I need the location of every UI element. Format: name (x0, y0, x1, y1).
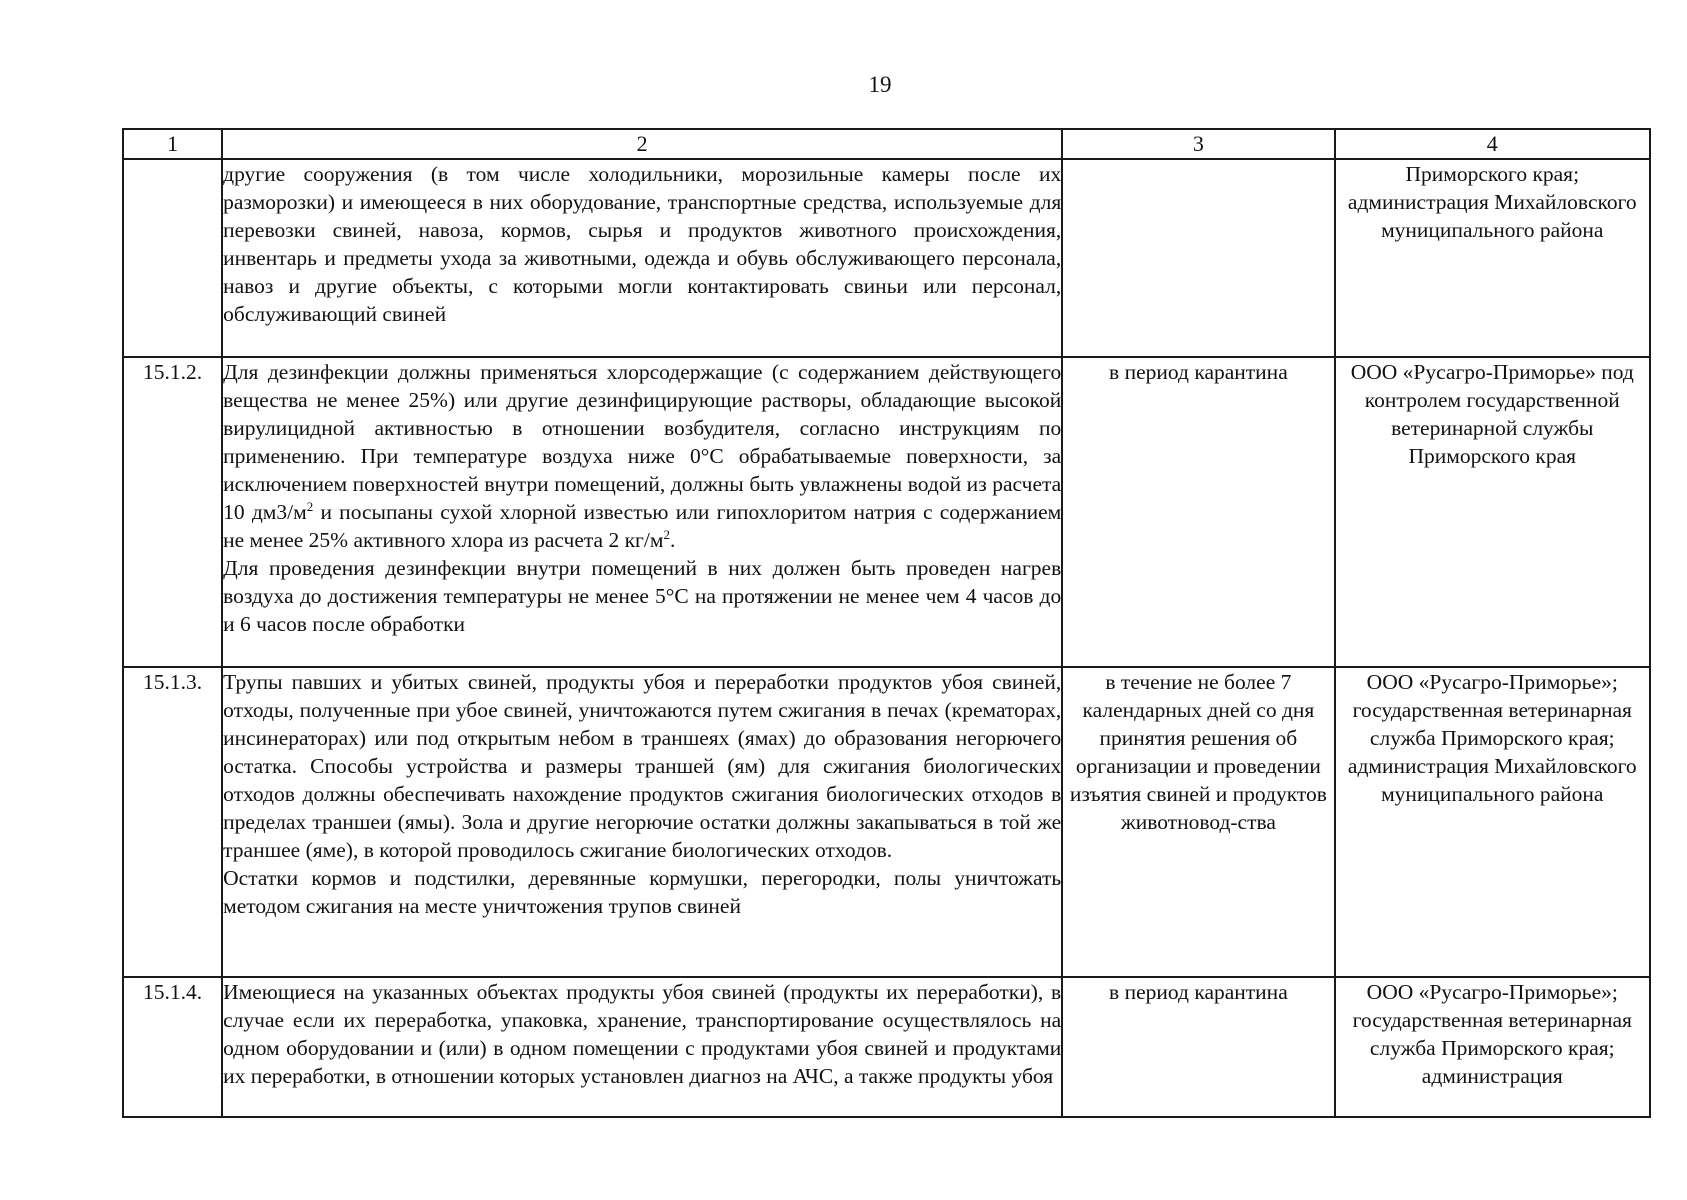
text-fragment: Для дезинфекции должны применяться хлорсодержащие (с содержанием действующего вещества не менее 25%) или другие дезинфицирующие растворы, обладающие высокой вирулицидной активностью в отношении возбудителя, согласно инструкциям по применению. При температуре воздуха ниже 0°С обрабатываемые поверхности, за исключением поверхностей внутри помещений, должны быть увлажнены водой из расчета 10 дм3/м (223, 360, 1062, 524)
measure-paragraph: Имеющиеся на указанных объектах продукты убоя свиней (продукты их переработки), в случае если их переработка, упаковка, хранение, транспортирование осуществлялось на одном оборудовании и (или) в одном помещении с продуктами убоя свиней и продуктами их переработки, в отношении которых установлен диагноз на АЧС, а также продукты убоя (223, 980, 1062, 1088)
measure-text (222, 159, 1062, 357)
measure-paragraph: Трупы павших и убитых свиней, продукты убоя и переработки продуктов убоя свиней, отходы, полученные при убое свиней, уничтожаются путем сжигания в печах (крематорах, инсинераторах) или под открытым небом в траншеях (ямах) до образования негорючего остатка. Способы устройства и размеры траншей (ям) для сжигания биологических отходов должны обеспечивать нахождение продуктов сжигания биологических отходов в пределах траншеи (ямы). Зола и другие негорючие остатки должны закапываться в той же траншее (яме), в которой проводилось сжигание биологических отходов. (223, 670, 1062, 862)
measures-table (122, 128, 1651, 1118)
responsible-cell: Приморского края; администрация Михайловского муниципального района (1335, 159, 1650, 357)
table-row (123, 357, 1650, 667)
text-fragment: . (669, 528, 676, 552)
table-row (123, 977, 1650, 1117)
row-number: 15.1.3. (123, 667, 222, 977)
column-header-4: 4 (1335, 129, 1650, 159)
column-header-2: 2 (222, 129, 1062, 159)
page-number: 19 (868, 72, 892, 97)
table-header-row (123, 129, 1650, 159)
superscript: 2 (306, 498, 314, 514)
superscript: 2 (663, 526, 670, 542)
deadline-cell: в период карантина (1062, 977, 1334, 1117)
responsible-cell: ООО «Русагро-Приморье»; государственная ветеринарная служба Приморского края; администрация (1335, 977, 1650, 1117)
row-number: 15.1.4. (123, 977, 222, 1117)
measure-paragraph: другие сооружения (в том числе холодильники, морозильные камеры после их разморозки) и имеющееся в них оборудование, транспортные средства, используемые для перевозки свиней, навоза, кормов, сырья и продуктов животного происхождения, инвентарь и предметы ухода за животными, одежда и обувь обслуживающего персонала, навоз и другие объекты, с которыми могли контактировать свиньи или персонал, обслуживающий свиней (223, 162, 1062, 326)
measure-paragraph: Остатки кормов и подстилки, деревянные кормушки, перегородки, полы уничтожать методом сжигания на месте уничтожения трупов свиней (223, 866, 1062, 918)
column-header-1: 1 (123, 129, 222, 159)
responsible-cell: ООО «Русагро-Приморье» под контролем государственной ветеринарной службы Приморского края (1335, 357, 1650, 667)
deadline-cell: в течение не более 7 календарных дней со дня принятия решения об организации и проведении изъятия свиней и продуктов животновод-ства (1062, 667, 1334, 977)
deadline-cell (1062, 159, 1334, 357)
measure-text (222, 977, 1062, 1117)
measure-text (222, 357, 1062, 667)
responsible-cell: ООО «Русагро-Приморье»; государственная ветеринарная служба Приморского края; администрация Михайловского муниципального района (1335, 667, 1650, 977)
measure-paragraph: Для проведения дезинфекции внутри помещений в них должен быть проведен нагрев воздуха до достижения температуры не менее 5°С на протяжении не менее чем 4 часов до и 6 часов после обработки (223, 556, 1062, 636)
row-number: 15.1.2. (123, 357, 222, 667)
text-fragment: и посыпаны сухой хлорной известью или гипохлоритом натрия с содержанием не менее 25% активного хлора из расчета 2 кг/м (223, 500, 1062, 552)
column-header-3: 3 (1062, 129, 1334, 159)
table-row (123, 667, 1650, 977)
table-row (123, 159, 1650, 357)
measure-text (222, 667, 1062, 977)
row-number (123, 159, 222, 357)
measure-paragraph (223, 358, 1061, 554)
deadline-cell: в период карантина (1062, 357, 1334, 667)
